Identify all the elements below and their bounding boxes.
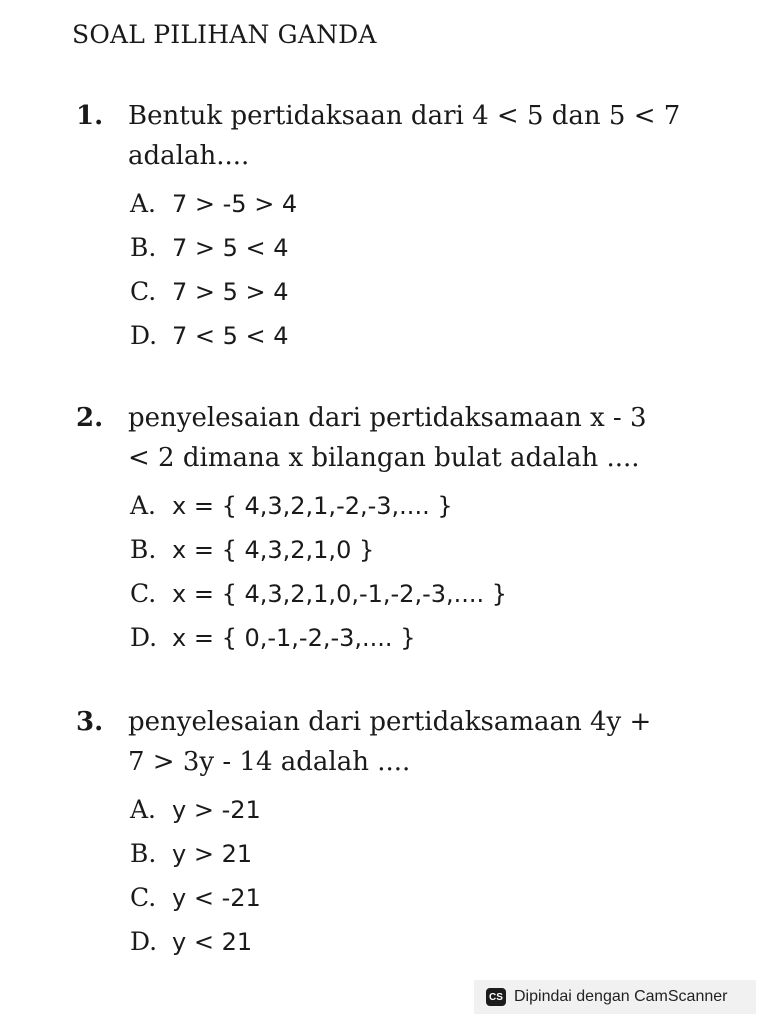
- question-number: 2.: [76, 403, 104, 433]
- answer-options: [76, 788, 716, 964]
- option-text: x = { 0,-1,-2,-3,.... }: [172, 624, 416, 652]
- option-text: y > -21: [172, 796, 261, 824]
- option-a: [130, 788, 716, 832]
- option-letter: D.: [130, 623, 158, 652]
- question-text-continued: adalah....: [128, 141, 250, 171]
- camscanner-logo-icon: CS: [486, 988, 506, 1006]
- option-b: [130, 226, 716, 270]
- answer-options: [76, 484, 716, 660]
- option-text: x = { 4,3,2,1,-2,-3,.... }: [172, 492, 453, 520]
- question-3: [76, 702, 716, 964]
- question-text: penyelesaian dari pertidaksamaan 4y +: [128, 707, 652, 737]
- option-d: [130, 314, 716, 358]
- option-text: x = { 4,3,2,1,0,-1,-2,-3,.... }: [172, 580, 508, 608]
- option-letter: B.: [130, 535, 157, 564]
- option-letter: A.: [130, 795, 157, 824]
- question-text: penyelesaian dari pertidaksamaan x - 3: [128, 403, 647, 433]
- option-letter: C.: [130, 883, 157, 912]
- watermark-text: Dipindai dengan CamScanner: [514, 988, 728, 1005]
- option-text: 7 < 5 < 4: [172, 322, 289, 350]
- option-c: [130, 270, 716, 314]
- option-text: y > 21: [172, 840, 253, 868]
- option-letter: B.: [130, 839, 157, 868]
- option-b: [130, 528, 716, 572]
- option-c: [130, 876, 716, 920]
- option-d: [130, 920, 716, 964]
- option-letter: C.: [130, 277, 157, 306]
- option-a: [130, 182, 716, 226]
- question-number: 1.: [76, 101, 104, 131]
- option-text: y < -21: [172, 884, 261, 912]
- answer-options: [76, 182, 716, 358]
- option-text: 7 > -5 > 4: [172, 190, 298, 218]
- question-1: [76, 96, 716, 358]
- option-letter: A.: [130, 189, 157, 218]
- option-a: [130, 484, 716, 528]
- option-text: y < 21: [172, 928, 253, 956]
- question-2: [76, 398, 716, 660]
- camscanner-watermark: [474, 980, 756, 1014]
- option-letter: B.: [130, 233, 157, 262]
- option-letter: A.: [130, 491, 157, 520]
- option-text: 7 > 5 < 4: [172, 234, 289, 262]
- page-title: SOAL PILIHAN GANDA: [72, 20, 377, 49]
- option-d: [130, 616, 716, 660]
- question-text-continued: 7 > 3y - 14 adalah ....: [128, 747, 411, 777]
- option-text: 7 > 5 > 4: [172, 278, 289, 306]
- question-text-continued: < 2 dimana x bilangan bulat adalah ....: [128, 443, 640, 473]
- question-text: Bentuk pertidaksaan dari 4 < 5 dan 5 < 7: [128, 101, 681, 131]
- option-letter: C.: [130, 579, 157, 608]
- option-letter: D.: [130, 321, 158, 350]
- question-number: 3.: [76, 707, 104, 737]
- option-c: [130, 572, 716, 616]
- option-text: x = { 4,3,2,1,0 }: [172, 536, 375, 564]
- option-b: [130, 832, 716, 876]
- option-letter: D.: [130, 927, 158, 956]
